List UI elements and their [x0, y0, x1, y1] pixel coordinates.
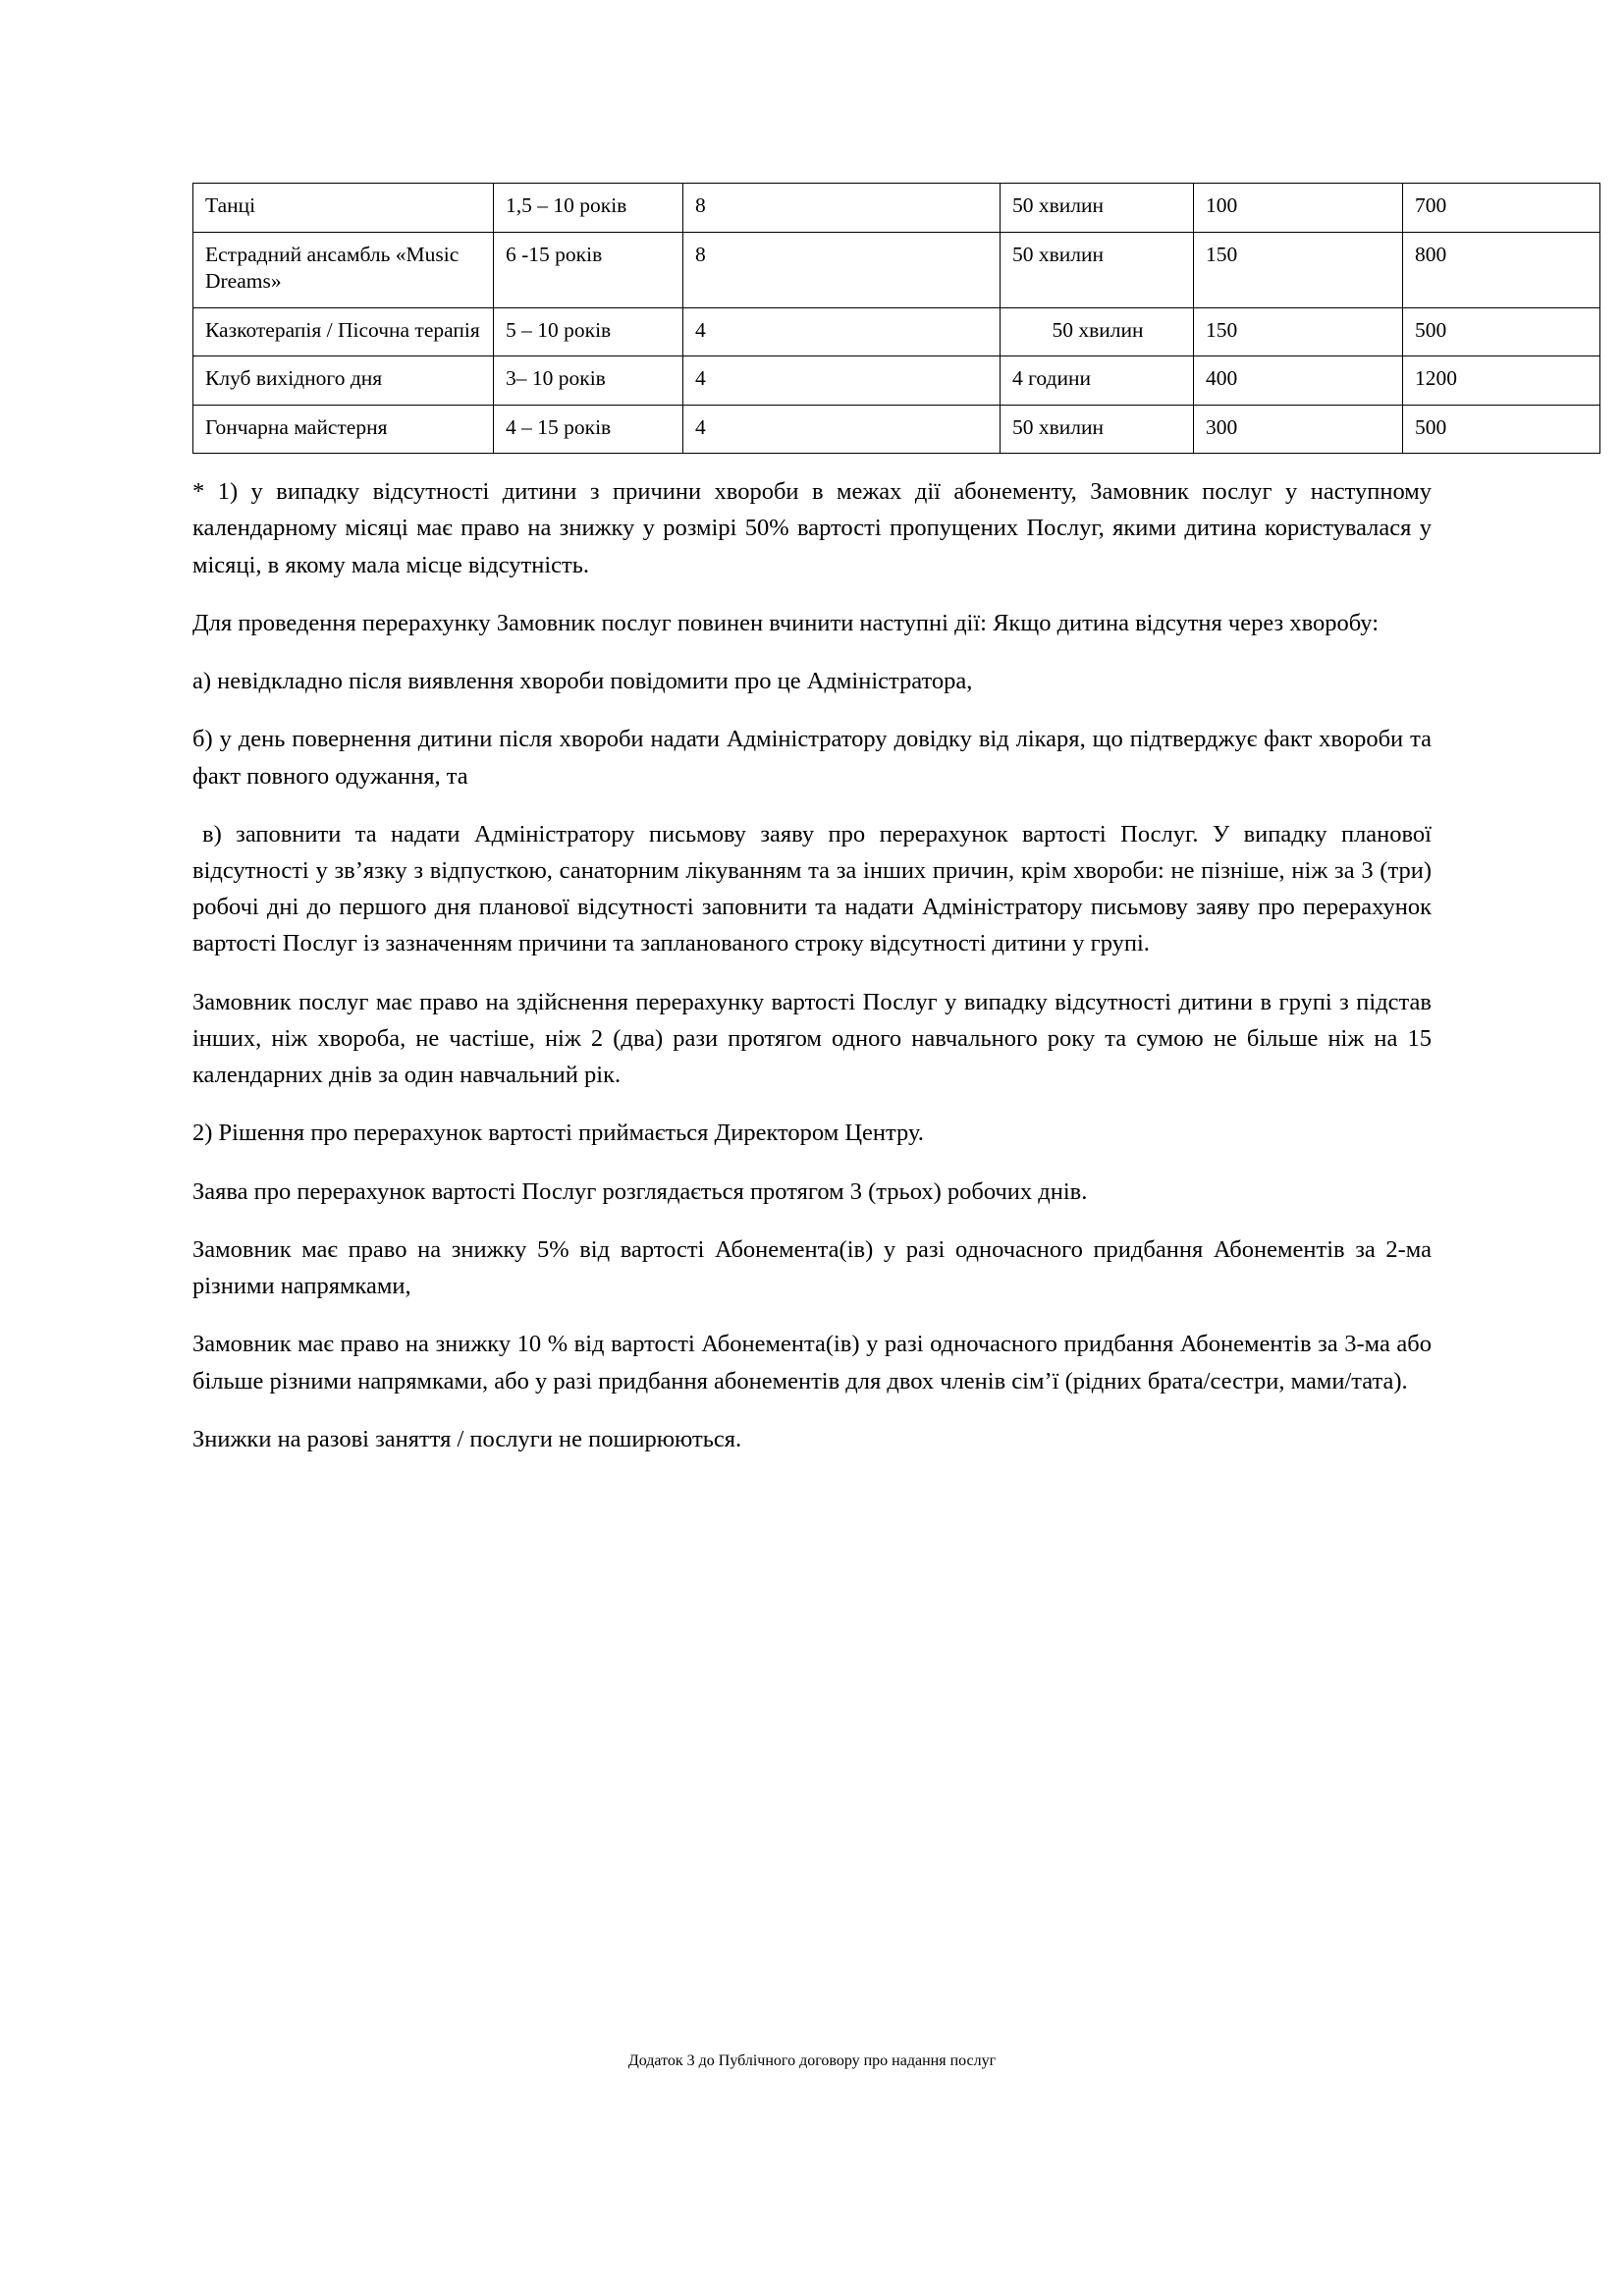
cell-duration: 50 хвилин — [1001, 232, 1194, 307]
cell-duration: 4 години — [1001, 356, 1194, 406]
cell-duration: 50 хвилин — [1001, 184, 1194, 233]
cell-duration: 50 хвилин — [1001, 405, 1194, 454]
cell-service-name: Естрадний ансамбль «Music Dreams» — [193, 232, 494, 307]
cell-service-name: Казкотерапія / Пісочна терапія — [193, 307, 494, 356]
table-row — [193, 307, 1600, 356]
cell-service-name: Клуб вихідного дня — [193, 356, 494, 406]
services-rates-table — [192, 183, 1600, 454]
table-row — [193, 232, 1600, 307]
paragraph-illness-discount: * 1) у випадку відсутності дитини з причини хвороби в межах дії абонементу, Замовник послуг у наступному календарному місяці має право на знижку у розмірі 50% вартості пропущених Послуг, якими дитина користувалася у місяці, в якому мала місце відсутність. — [192, 478, 1432, 578]
cell-age: 3– 10 років — [494, 356, 683, 406]
cell-subscription-price: 700 — [1403, 184, 1600, 233]
paragraph-step-a: а) невідкладно після виявлення хвороби повідомити про це Адміністратора, — [192, 668, 973, 695]
paragraph-discount-10: Замовник має право на знижку 10 % від вартості Абонемента(ів) у разі одночасного придбання Абонементів за 3-ма або більше різними напрямками, або у разі придбання абонементів для двох членів сім’ї (рідних брата/сестри, мами/тата). — [192, 1331, 1432, 1394]
cell-lessons: 4 — [683, 405, 1001, 454]
paragraph-no-discount-single: Знижки на разові заняття / послуги не поширюються. — [192, 1425, 742, 1452]
cell-subscription-price: 1200 — [1403, 356, 1600, 406]
cell-service-name: Танці — [193, 184, 494, 233]
cell-age: 6 -15 років — [494, 232, 683, 307]
table-row — [193, 405, 1600, 454]
table-row — [193, 356, 1600, 406]
paragraph-step-c: в) заповнити та надати Адміністратору письмову заяву про перерахунок вартості Послуг. У випадку планової відсутності у зв’язку з відпусткою, санаторним лікуванням та за інших причин, крім хвороби: не пізніше, ніж за 3 (три) робочі дні до першого дня планової відсутності заповнити та надати Адміністратору письмову заяву про перерахунок вартості Послуг із зазначенням причини та запланованого строку відсутності дитини у групі. — [192, 820, 1432, 957]
paragraph-director-decision: 2) Рішення про перерахунок вартості приймається Директором Центру. — [192, 1120, 924, 1147]
cell-lessons: 8 — [683, 232, 1001, 307]
cell-single-price: 300 — [1194, 405, 1403, 454]
cell-duration: 50 хвилин — [1001, 307, 1194, 356]
paragraph-application-term: Заява про перерахунок вартості Послуг розглядається протягом 3 (трьох) робочих днів. — [192, 1177, 1088, 1205]
paragraph-recalculation-intro: Для проведення перерахунку Замовник послуг повинен вчинити наступні дії: Якщо дитина відсутня через хворобу: — [192, 609, 1380, 636]
cell-age: 1,5 – 10 років — [494, 184, 683, 233]
cell-age: 5 – 10 років — [494, 307, 683, 356]
cell-single-price: 100 — [1194, 184, 1403, 233]
cell-lessons: 8 — [683, 184, 1001, 233]
table-body — [193, 184, 1600, 454]
cell-age: 4 – 15 років — [494, 405, 683, 454]
table-row — [193, 184, 1600, 233]
cell-single-price: 400 — [1194, 356, 1403, 406]
cell-single-price: 150 — [1194, 232, 1403, 307]
cell-subscription-price: 500 — [1403, 307, 1600, 356]
page-footer: Додаток 3 до Публічного договору про надання послуг — [627, 2052, 997, 2069]
cell-lessons: 4 — [683, 307, 1001, 356]
cell-single-price: 150 — [1194, 307, 1403, 356]
paragraph-discount-5: Замовник має право на знижку 5% від вартості Абонемента(ів) у разі одночасного придбання Абонементів за 2-ма різними напрямками, — [192, 1235, 1432, 1300]
cell-subscription-price: 800 — [1403, 232, 1600, 307]
cell-service-name: Гончарна майстерня — [193, 405, 494, 454]
cell-subscription-price: 500 — [1403, 405, 1600, 454]
paragraph-step-b: б) у день повернення дитини після хвороби надати Адміністратору довідку від лікаря, що підтверджує факт хвороби та факт повного одужання, та — [192, 726, 1432, 790]
paragraph-recalculation-limits: Замовник послуг має право на здійснення перерахунку вартості Послуг у випадку відсутності дитини в групі з підстав інших, ніж хвороба, не частіше, ніж 2 (два) рази протягом одного навчального року та сумою не більше ніж на 15 календарних днів за один навчальний рік. — [192, 988, 1432, 1089]
cell-lessons: 4 — [683, 356, 1001, 406]
